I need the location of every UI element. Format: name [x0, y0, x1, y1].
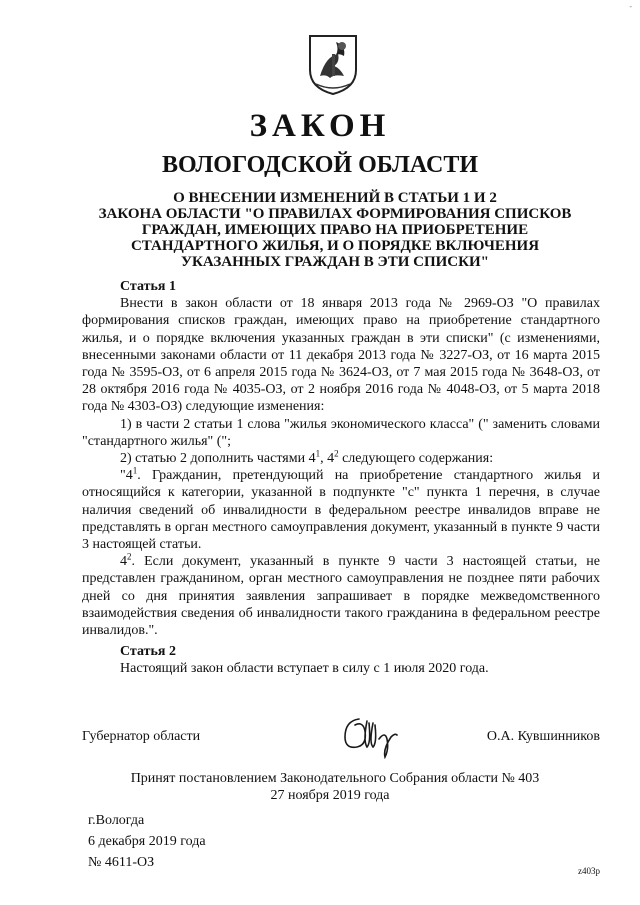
- corner-mark: -: [629, 2, 632, 11]
- part-text: . Гражданин, претендующий на приобретение стандартного жилья и относящийся к категории, указанной в подпункте "с" пункта 1 перечня, в случае наличия сведений об инвалидности в федеральном реестре инвалидов вправе не представлять в орган местного самоуправления документ, указанный в пункте 9 части 3 настоящей статьи.: [82, 468, 600, 553]
- document-code: z403p: [578, 866, 600, 876]
- superscript: 1: [315, 448, 321, 459]
- document-footer: [88, 810, 206, 873]
- governor-title: Губернатор области: [82, 729, 201, 744]
- superscript: 2: [334, 448, 339, 459]
- subtitle-line: ЗАКОНА ОБЛАСТИ "О ПРАВИЛАХ ФОРМИРОВАНИЯ СПИСКОВ: [98, 206, 572, 222]
- amendment-item-2: [82, 450, 600, 467]
- subtitle-line: ГРАЖДАН, ИМЕЮЩИХ ПРАВО НА ПРИОБРЕТЕНИЕ: [141, 222, 529, 238]
- adoption-line-1: Принят постановлением Законодательного Собрания области № 403: [130, 771, 540, 786]
- adoption-note: [0, 770, 640, 804]
- amendment-item-1: 1) в части 2 статьи 1 слова "жилья экономического класса" (" заменить словами "стандартного жилья" (";: [82, 416, 600, 449]
- document-title: ЗАКОН: [249, 108, 391, 144]
- item-2-tail: следующего содержания:: [338, 451, 494, 467]
- governor-name: О.А. Кувшинников: [486, 729, 600, 744]
- law-subtitle: [90, 190, 580, 270]
- adoption-line-2: 27 ноября 2019 года: [270, 788, 390, 803]
- item-2-separator: , 4: [320, 451, 335, 467]
- part-number: "4: [120, 468, 133, 484]
- coat-of-arms-icon: [306, 32, 360, 96]
- footer-date: 6 декабря 2019 года: [88, 834, 206, 849]
- footer-city: г.Вологда: [88, 813, 145, 828]
- article-2-heading: Статья 2: [120, 644, 176, 660]
- part-text: . Если документ, указанный в пункте 9 части 3 настоящей статьи, не представлен гражданином, орган местного самоуправления не позднее пяти рабочих дней со дня принятия заявления запрашивает в порядке межведомственного взаимодействия сведения об инвалидности такого гражданина в федеральном реестре инвалидов.".: [82, 554, 600, 639]
- subtitle-line: УКАЗАННЫХ ГРАЖДАН В ЭТИ СПИСКИ": [181, 254, 489, 270]
- article-1-heading: Статья 1: [120, 279, 176, 294]
- subtitle-line: О ВНЕСЕНИИ ИЗМЕНЕНИЙ В СТАТЬИ 1 И 2: [173, 190, 497, 206]
- new-part-4-1: [82, 467, 600, 553]
- article-2-text: Настоящий закон области вступает в силу с 1 июля 2020 года.: [120, 661, 489, 677]
- new-part-4-2: [82, 553, 600, 639]
- law-body: [82, 278, 600, 678]
- part-number: 4: [120, 554, 127, 570]
- document-region: ВОЛОГОДСКОЙ ОБЛАСТИ: [161, 152, 479, 178]
- handwritten-signature-icon: [337, 709, 407, 759]
- footer-number: № 4611-ОЗ: [88, 855, 155, 870]
- superscript: 2: [127, 551, 132, 562]
- subtitle-line: СТАНДАРТНОГО ЖИЛЬЯ, И О ПОРЯДКЕ ВКЛЮЧЕНИЯ: [130, 238, 540, 254]
- item-2-text: 2) статью 2 дополнить частями 4: [120, 451, 316, 467]
- superscript: 1: [132, 465, 138, 476]
- article-1-intro: Внести в закон области от 18 января 2013 года № 2969-ОЗ "О правилах формирования списков граждан, имеющих право на приобретение стандартного жилья, и о порядке включения указанных граждан в эти списки" (с изменениями, внесенными законами области от 11 декабря 2013 года № 3227-ОЗ, от 16 марта 2015 года № 3595-ОЗ, от 6 апреля 2015 года № 3624-ОЗ, от 7 мая 2015 года № 3648-ОЗ, от 28 октября 2016 года № 4035-ОЗ, от 2 ноября 2016 года № 4048-ОЗ, от 5 марта 2018 года № 4303-ОЗ) следующие изменения:: [82, 296, 600, 415]
